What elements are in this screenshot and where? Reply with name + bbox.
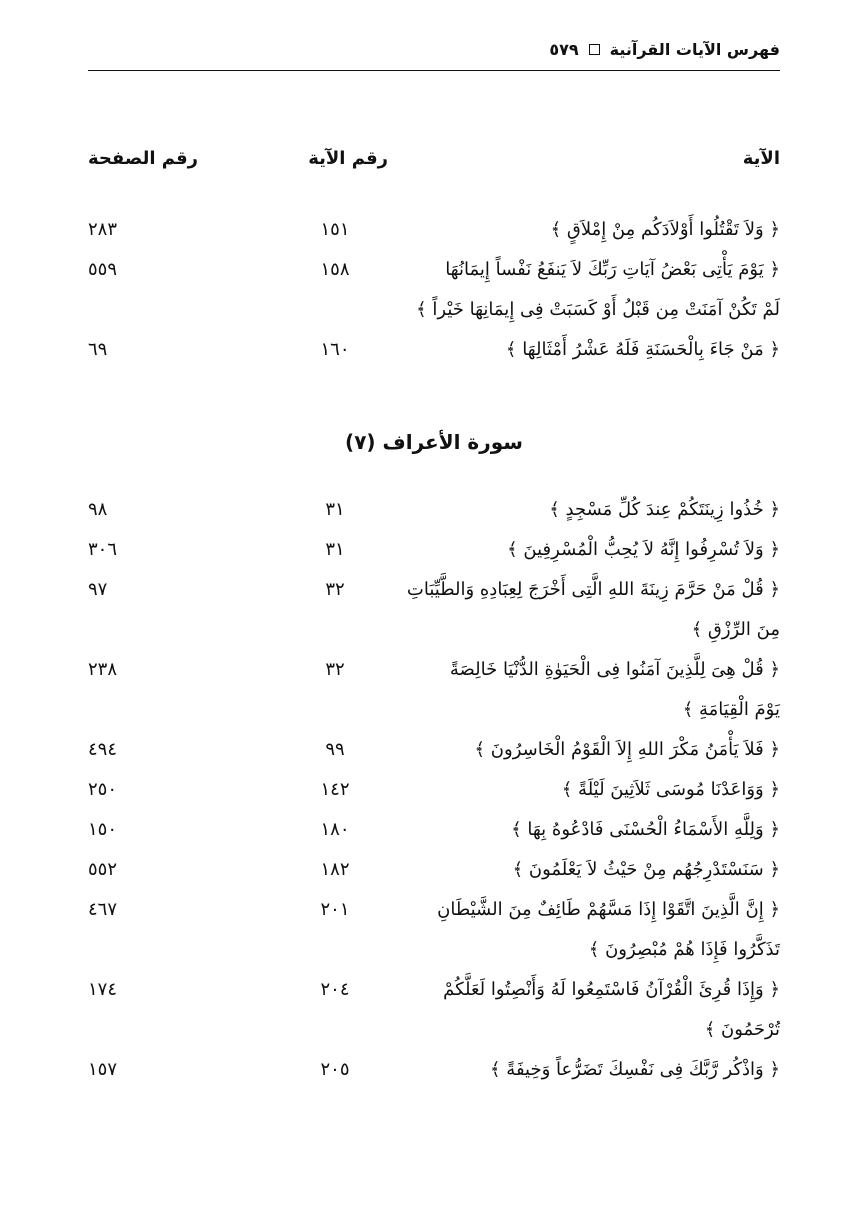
ayah-line: ﴿ سَنَسْتَدْرِجُهُم مِنْ حَيْثُ لاَ يَعْلَمُونَ ﴾	[512, 859, 780, 880]
ayah-number: ٢٠١	[320, 899, 350, 920]
ayah-text	[385, 970, 780, 1050]
ayah-line: يَوْمَ الْقِيَامَةِ ﴾	[682, 699, 780, 720]
ayah-number: ٩٩	[325, 739, 345, 760]
column-header-page: رقم الصفحة	[88, 148, 199, 169]
index-row	[88, 490, 780, 530]
index-row	[88, 530, 780, 570]
ayah-line: ﴿ وَوَاعَدْنَا مُوسَى ثَلاَثِينَ لَيْلَةً ﴾	[561, 779, 780, 800]
index-row	[88, 730, 780, 770]
running-header	[88, 32, 780, 66]
header-rule	[88, 70, 780, 71]
ayah-line: ﴿ وَلِلَّهِ الأَسْمَاءُ الْحُسْنَى فَادْعُوهُ بِهَا ﴾	[511, 819, 780, 840]
ayah-line: تُرْحَمُونَ ﴾	[704, 1019, 780, 1040]
ayah-number: ١٨٢	[320, 859, 350, 880]
column-header-ayah-number: رقم الآية	[308, 148, 388, 169]
ayah-text	[385, 850, 780, 890]
ayah-text	[385, 490, 780, 530]
page-reference: ١٥٧	[88, 1059, 118, 1080]
index-row	[88, 970, 780, 1050]
ayah-line: ﴿ وَلاَ تُسْرِفُوا إِنَّهُ لاَ يُحِبُّ الْمُسْرِفِينَ ﴾	[507, 539, 780, 560]
index-row	[88, 770, 780, 810]
ayah-text	[385, 530, 780, 570]
ayah-number: ٢٠٥	[320, 1059, 350, 1080]
page-reference: ١٧٤	[88, 979, 118, 1000]
ayah-text	[385, 650, 780, 730]
ayah-line: ﴿ إِنَّ الَّذِينَ اتَّقَوْا إِذَا مَسَّهُمْ طَائِفٌ مِنَ الشَّيْطَانِ	[437, 899, 780, 920]
ayah-text	[385, 730, 780, 770]
ayah-text	[385, 250, 780, 330]
page-reference: ٢٥٠	[88, 779, 118, 800]
ayah-line: ﴿ وَلاَ تَقْتُلُوا أَوْلاَدَكُم مِنْ إِمْلاَقٍ ﴾	[550, 219, 780, 240]
ayah-line: ﴿ قُلْ مَنْ حَرَّمَ زِينَةَ اللهِ الَّتِى أَخْرَجَ لِعِبَادِهِ وَالطَّيِّبَاتِ	[406, 579, 780, 600]
page-reference: ٦٩	[88, 339, 108, 360]
page-reference: ٤٩٤	[88, 739, 118, 760]
index-row	[88, 810, 780, 850]
ayah-line: ﴿ خُذُوا زِينَتَكُمْ عِندَ كُلِّ مَسْجِدٍ ﴾	[549, 499, 780, 520]
ayah-number: ١٨٠	[320, 819, 350, 840]
verse-list-araf	[88, 490, 780, 1090]
ayah-number: ١٤٢	[320, 779, 350, 800]
column-header-ayah: الآية	[742, 148, 780, 169]
page-reference: ٢٣٨	[88, 659, 118, 680]
index-row	[88, 650, 780, 730]
ayah-line: ﴿ وَإِذَا قُرِئَ الْقُرْآنُ فَاسْتَمِعُوا لَهُ وَأَنْصِتُوا لَعَلَّكُمْ	[443, 979, 780, 1000]
page-reference: ٢٨٣	[88, 219, 118, 240]
ayah-line: ﴿ فَلاَ يَأْمَنُ مَكْرَ اللهِ إِلاَ الْقَوْمُ الْخَاسِرُونَ ﴾	[474, 739, 780, 760]
page-reference: ٣٠٦	[88, 539, 118, 560]
ayah-text	[385, 1050, 780, 1090]
square-separator-icon	[589, 44, 600, 55]
ayah-text	[385, 770, 780, 810]
surah-heading: سورة الأعراف (٧)	[345, 430, 523, 454]
ayah-line: مِنَ الرِّزْقِ ﴾	[691, 619, 780, 640]
ayah-number: ١٦٠	[320, 339, 350, 360]
ayah-number: ١٥١	[320, 219, 350, 240]
verse-list-anam	[88, 210, 780, 370]
running-header-title: فهرس الآيات القرآنية	[609, 39, 780, 59]
ayah-line: ﴿ قُلْ هِىَ لِلَّذِينَ آمَنُوا فِى الْحَيَوٰةِ الدُّنْيَا خَالِصَةً	[449, 659, 780, 680]
ayah-line: ﴿ مَنْ جَاءَ بِالْحَسَنَةِ فَلَهُ عَشْرُ أَمْثَالِهَا ﴾	[505, 339, 780, 360]
index-row	[88, 570, 780, 650]
page-reference: ٥٥٢	[88, 859, 118, 880]
page-reference: ١٥٠	[88, 819, 118, 840]
ayah-number: ٢٠٤	[320, 979, 350, 1000]
ayah-text	[385, 330, 780, 370]
ayah-line: ﴿ يَوْمَ يَأْتِى بَعْضُ آيَاتِ رَبِّكَ لاَ يَنفَعُ نَفْساً إِيمَانُهَا	[445, 259, 780, 280]
column-headers	[88, 148, 780, 178]
page-reference: ٤٦٧	[88, 899, 118, 920]
page-reference: ٩٧	[88, 579, 108, 600]
ayah-number: ٣٢	[325, 659, 345, 680]
ayah-number: ٣١	[325, 499, 345, 520]
ayah-text	[385, 810, 780, 850]
page-reference: ٥٥٩	[88, 259, 118, 280]
index-row	[88, 250, 780, 330]
index-row	[88, 1050, 780, 1090]
page-number: ٥٧٩	[549, 39, 579, 59]
ayah-line: لَمْ تَكُنْ آمَنَتْ مِن قَبْلُ أَوْ كَسَبَتْ فِى إِيمَانِهَا خَيْراً ﴾	[416, 299, 780, 320]
index-row	[88, 850, 780, 890]
ayah-number: ٣٢	[325, 579, 345, 600]
index-row	[88, 890, 780, 970]
index-row	[88, 210, 780, 250]
ayah-text	[385, 890, 780, 970]
ayah-line: ﴿ وَاذْكُر رَّبَّكَ فِى نَفْسِكَ تَضَرُّعاً وَخِيفَةً ﴾	[490, 1059, 780, 1080]
ayah-text	[385, 210, 780, 250]
ayah-number: ١٥٨	[320, 259, 350, 280]
page-reference: ٩٨	[88, 499, 108, 520]
ayah-number: ٣١	[325, 539, 345, 560]
ayah-line: تَذَكَّرُوا فَإِذَا هُمْ مُبْصِرُونَ ﴾	[588, 939, 780, 960]
index-row	[88, 330, 780, 370]
ayah-text	[385, 570, 780, 650]
